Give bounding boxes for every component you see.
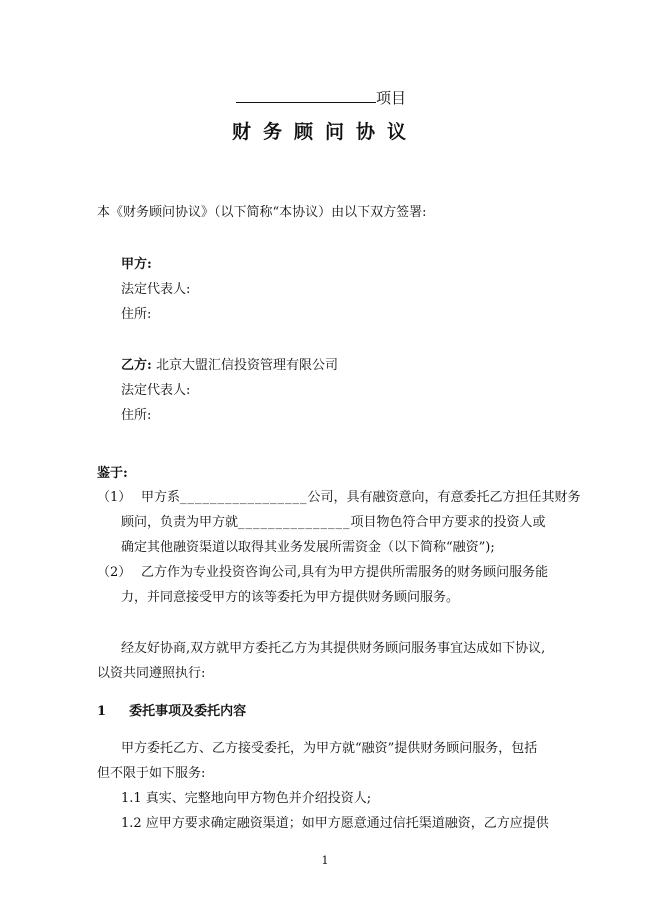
party-b-label: 乙方:: [121, 358, 152, 373]
whereas-item1-text-b: 公司，具有融资意向，有意委托乙方担任其财务: [307, 490, 581, 505]
party-a-rep: 法定代表人:: [121, 282, 191, 297]
project-name-blank: [236, 88, 376, 103]
whereas-item1-line2: [121, 514, 546, 532]
project-name-inline-blank: _______________: [238, 515, 351, 530]
project-title-line: [236, 88, 406, 108]
agreement-line1: 经友好协商,双方就甲方委托乙方为其提供财务顾问服务事宜达成如下协议,: [121, 641, 546, 656]
whereas-item2-line2: 力，并同意接受甲方的该等委托为甲方提供财务顾问服务。: [121, 590, 460, 605]
party-b-name: 北京大盟汇信投资管理有限公司: [155, 358, 338, 373]
whereas-label: 鉴于:: [97, 466, 128, 481]
party-b-rep: 法定代表人:: [121, 383, 191, 398]
party-b-line: [121, 357, 338, 375]
intro-text: 本《财务顾问协议》（以下简称“本协议）由以下双方签署:: [97, 205, 427, 220]
document-title: 财务顾问协议: [231, 121, 418, 143]
party-b-address: 住所:: [121, 408, 152, 423]
section1-title: 委托事项及委托内容: [129, 704, 247, 719]
section1-para-line2: 但不限于如下服务:: [97, 766, 206, 781]
whereas-item1-text-d: 项目物色符合甲方要求的投资人或: [350, 515, 546, 530]
section1-item-1-2: 1.2 应甲方要求确定融资渠道；如甲方愿意通过信托渠道融资，乙方应提供: [121, 816, 549, 831]
section1-number: 1: [97, 704, 107, 719]
section1-item-1-1: 1.1 真实、完整地向甲方物色并介绍投资人;: [121, 791, 372, 806]
party-a-address: 住所:: [121, 307, 152, 322]
whereas-item1-num: （1）: [97, 490, 132, 505]
whereas-item1-line3: 确定其他融资渠道以取得其业务发展所需资金（以下简称“融资”);: [121, 540, 495, 555]
party-a-label: 甲方:: [121, 257, 152, 272]
whereas-item2-num: （2）: [97, 565, 132, 580]
project-suffix: 项目: [376, 89, 407, 107]
page-number: 1: [321, 854, 329, 867]
whereas-item1-text-c: 顾问，负责为甲方就: [121, 515, 239, 530]
company-name-blank: _________________: [180, 490, 308, 505]
whereas-item1-text-a: 甲方系: [141, 490, 181, 505]
whereas-item1-line1: [141, 489, 581, 507]
agreement-line2: 以资共同遵照执行:: [97, 666, 206, 681]
section1-para-line1: 甲方委托乙方、乙方接受委托，为甲方就“融资”提供财务顾问服务，包括: [121, 741, 538, 756]
section1-heading: [97, 703, 246, 721]
whereas-item2-line1: 乙方作为专业投资咨询公司,具有为甲方提供所需服务的财务顾问服务能: [141, 565, 549, 580]
